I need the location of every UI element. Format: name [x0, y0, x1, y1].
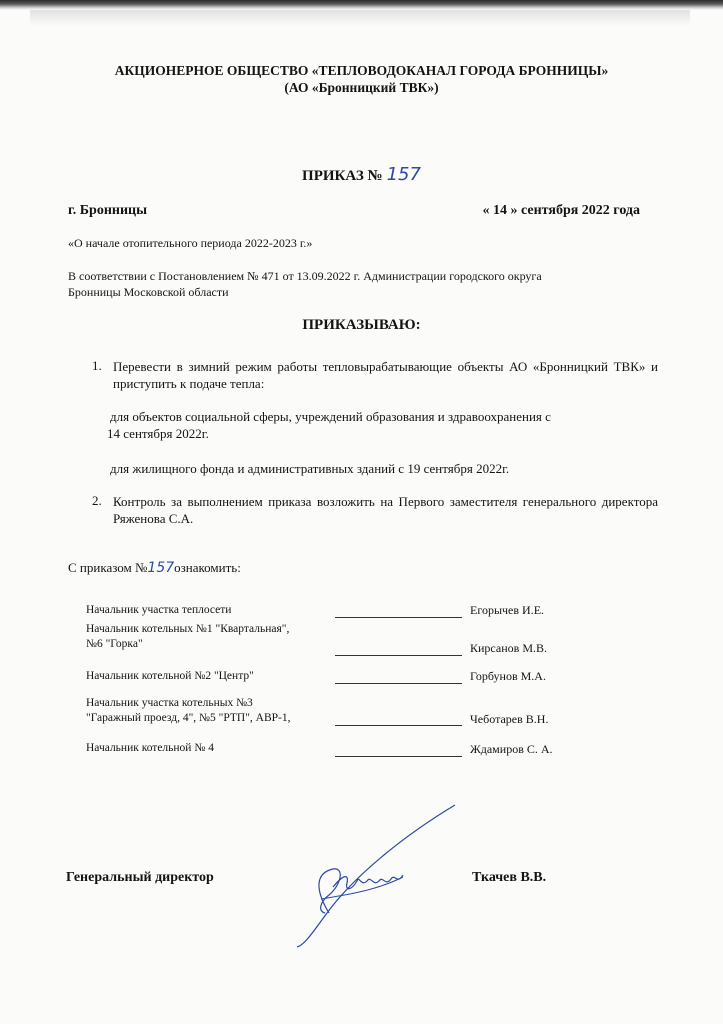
- organization-header: [40, 62, 683, 96]
- scan-shadow: [30, 10, 690, 26]
- order-title: [260, 164, 463, 185]
- signatory-name: Егорычев И.Е.: [470, 603, 545, 617]
- basis-line: В соответствии с Постановлением № 471 от 13.09.2022 г. Администрации городского округа: [68, 269, 542, 283]
- signatory-position: Начальник котельной №2 "Центр": [86, 670, 254, 682]
- signatory-name: Горбунов М.А.: [470, 669, 546, 683]
- signatory-position: [86, 622, 289, 652]
- signatory-name: Ждамиров С. А.: [470, 742, 553, 756]
- acquaint-number-handwritten: 157: [147, 560, 175, 576]
- director-name: Ткачев В.В.: [472, 870, 547, 885]
- signatory-position: [86, 696, 290, 726]
- position-line: Начальник котельных №1 "Квартальная",: [86, 623, 290, 635]
- subitem-line: для объектов социальной сферы, учреждений образования и здравоохранения с: [110, 409, 551, 424]
- item-number: 1.: [92, 358, 102, 373]
- signature-line: [335, 603, 462, 618]
- directive-item-2: Контроль за выполнением приказа возложить на Первого заместителя генерального директора Ряженова С.А.: [113, 494, 658, 526]
- acquaint-suffix: ознакомить:: [174, 560, 241, 575]
- position-line: Начальник участка котельных №3: [86, 697, 253, 709]
- order-subject: «О начале отопительного периода 2022-2023 г.»: [68, 236, 313, 250]
- signatory-position: Начальник котельной № 4: [86, 742, 214, 754]
- acquaint-line: [68, 560, 241, 576]
- subitem-line: 14 сентября 2022г.: [107, 426, 209, 441]
- order-title-label: ПРИКАЗ №: [302, 168, 383, 184]
- signature-line: [335, 742, 462, 757]
- item-number: 2.: [92, 493, 102, 508]
- org-short-name: (АО «Бронницкий ТВК»): [284, 80, 439, 95]
- order-city: г. Бронницы: [68, 203, 148, 218]
- basis-line: Бронницы Московской области: [68, 285, 229, 299]
- directive-subitem-1: [107, 408, 670, 442]
- acquaint-prefix: С приказом №: [68, 560, 148, 575]
- signatory-name: Чеботарев В.Н.: [470, 712, 549, 726]
- directive-item-1: Перевести в зимний режим работы тепловырабатывающие объекты АО «Бронницкий ТВК» и приступить к подаче тепла:: [113, 359, 658, 391]
- scan-edge: [0, 0, 723, 10]
- order-date: « 14 » сентября 2022 года: [482, 203, 640, 218]
- signatory-position: Начальник участка теплосети: [86, 604, 232, 616]
- signature-line: [335, 669, 462, 684]
- director-title: Генеральный директор: [66, 870, 214, 885]
- position-line: №6 "Горка": [86, 638, 143, 650]
- director-signature: [285, 795, 465, 955]
- order-basis: [68, 268, 628, 300]
- org-name: АКЦИОНЕРНОЕ ОБЩЕСТВО «ТЕПЛОВОДОКАНАЛ ГОРОДА БРОННИЦЫ»: [114, 63, 609, 78]
- directive-heading: ПРИКАЗЫВАЮ:: [302, 317, 421, 333]
- signature-line: [335, 641, 462, 656]
- position-line: "Гаражный проезд, 4", №5 "РТП", АВР-1,: [86, 712, 291, 724]
- signature-line: [335, 711, 462, 726]
- directive-subitem-2: для жилищного фонда и административных зданий с 19 сентября 2022г.: [110, 461, 510, 476]
- signatory-name: Кирсанов М.В.: [470, 641, 547, 655]
- order-number-handwritten: 157: [386, 164, 421, 185]
